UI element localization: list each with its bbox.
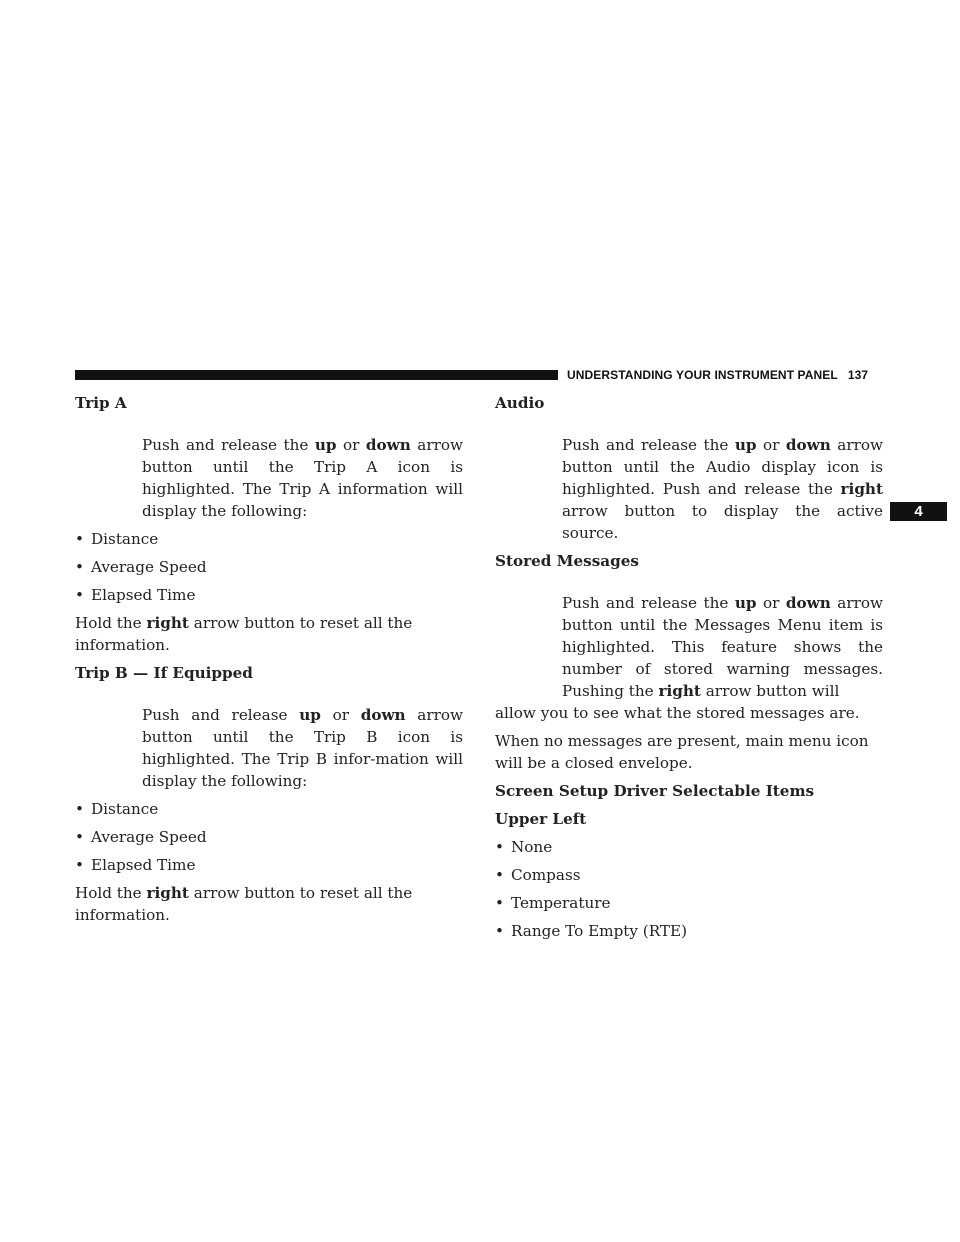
- list-item: • Elapsed Time: [75, 586, 196, 604]
- chapter-tab: 4: [890, 502, 947, 521]
- trip-a-heading: Trip A: [75, 394, 127, 412]
- trip-a-reset-note: Hold the right arrow button to reset all the information.: [75, 614, 413, 654]
- right-column: [495, 392, 883, 948]
- header-rule: [75, 370, 558, 380]
- stored-messages-paragraph: Push and release the up or down arrow button until the Messages Menu item is highlighted. This feature shows the number of stored warning messages. Pushing the right arrow button will: [562, 594, 883, 700]
- list-item: • Distance: [75, 800, 159, 818]
- list-item: • Temperature: [495, 894, 611, 912]
- trip-b-list: [75, 798, 463, 876]
- stored-messages-note: When no messages are present, main menu icon will be a closed envelope.: [495, 732, 869, 772]
- trip-b-paragraph: Push and release up or down arrow button until the Trip B icon is highlighted. The Trip B infor-mation will display the following:: [142, 706, 464, 790]
- list-item: • Range To Empty (RTE): [495, 922, 688, 940]
- trip-b-heading: Trip B — If Equipped: [75, 664, 253, 682]
- audio-paragraph: Push and release the up or down arrow button until the Audio display icon is highlighted. Push and release the right arrow button to display the active source.: [562, 436, 883, 542]
- audio-heading: Audio: [495, 394, 545, 412]
- page-number: 137: [847, 368, 869, 382]
- trip-b-reset-note: Hold the right arrow button to reset all the information.: [75, 884, 413, 924]
- stored-messages-continuation: allow you to see what the stored messages are.: [495, 704, 860, 722]
- list-item: • Distance: [75, 530, 159, 548]
- header-title: UNDERSTANDING YOUR INSTRUMENT PANEL: [567, 368, 838, 382]
- list-item: • Elapsed Time: [75, 856, 196, 874]
- list-item: • None: [495, 838, 553, 856]
- screen-setup-heading: Screen Setup Driver Selectable Items: [495, 782, 815, 800]
- list-item: • Average Speed: [75, 558, 207, 576]
- trip-a-paragraph: Push and release the up or down arrow button until the Trip A icon is highlighted. The Trip A information will display the following:: [142, 436, 463, 520]
- list-item: • Average Speed: [75, 828, 207, 846]
- upper-left-list: [495, 836, 883, 942]
- trip-a-list: [75, 528, 463, 606]
- running-header: [567, 368, 868, 382]
- upper-left-heading: Upper Left: [495, 810, 587, 828]
- stored-messages-heading: Stored Messages: [495, 552, 639, 570]
- left-column: [75, 392, 463, 932]
- list-item: • Compass: [495, 866, 581, 884]
